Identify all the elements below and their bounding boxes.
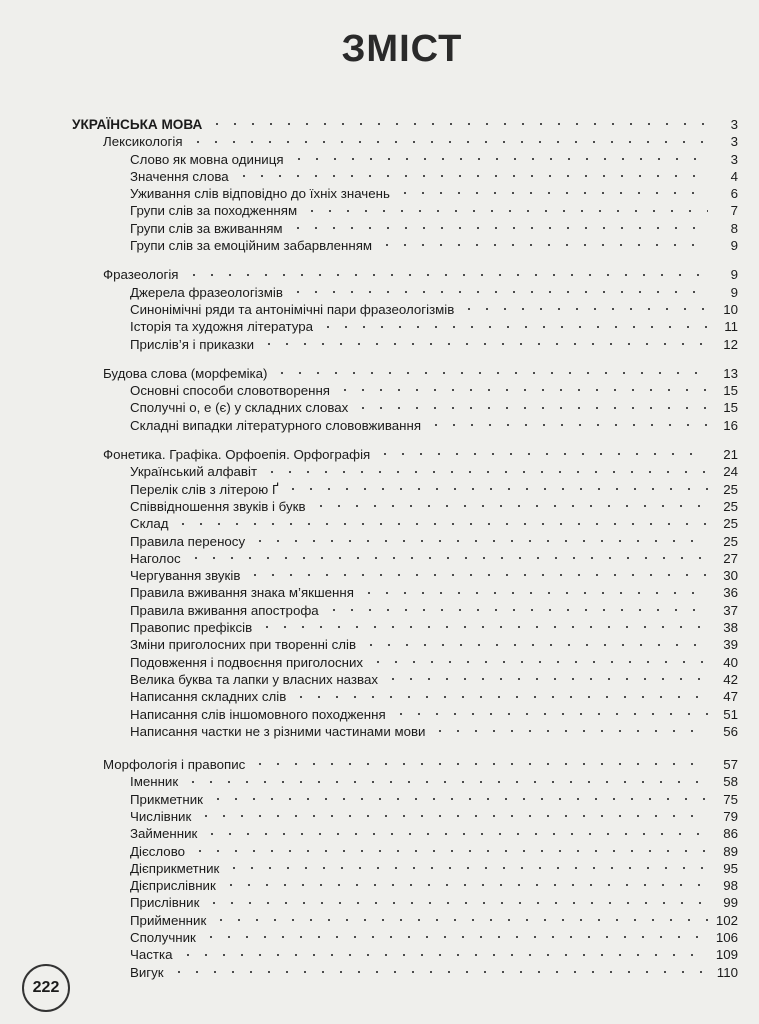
dot-leader bbox=[191, 846, 708, 856]
toc-entry bbox=[72, 336, 738, 353]
toc-entry bbox=[72, 808, 738, 825]
toc-entry bbox=[72, 382, 738, 399]
toc-entry-title: Прислів’я і приказки bbox=[130, 336, 255, 352]
toc-entry bbox=[72, 912, 738, 929]
toc-entry-title: Іменник bbox=[130, 774, 179, 790]
toc-entry-title: Частка bbox=[130, 947, 173, 963]
toc-entry-page: 40 bbox=[723, 654, 738, 670]
toc-entry-title: Правила переносу bbox=[130, 533, 246, 549]
dot-leader bbox=[208, 119, 708, 129]
toc-entry bbox=[72, 756, 738, 773]
toc-entry bbox=[72, 654, 738, 671]
toc-entry bbox=[72, 584, 738, 601]
toc-entry bbox=[72, 301, 738, 318]
toc-entry-title: УКРАЇНСЬКА МОВА bbox=[72, 117, 203, 132]
toc-entry bbox=[72, 220, 738, 237]
toc-entry-title: Дієприкметник bbox=[130, 860, 220, 876]
toc-entry bbox=[72, 791, 738, 808]
toc-entry bbox=[72, 723, 738, 740]
dot-leader bbox=[197, 811, 708, 821]
toc-entry-title: Вигук bbox=[130, 964, 164, 980]
toc-entry-title: Слово як мовна одиниця bbox=[130, 151, 284, 167]
toc-entry-page: 86 bbox=[723, 826, 738, 842]
toc-entry-page: 25 bbox=[723, 516, 738, 532]
toc-entry-page: 3 bbox=[730, 134, 738, 150]
dot-leader bbox=[187, 553, 708, 563]
toc-entry-title: Склад bbox=[130, 516, 169, 532]
toc-entry-title: Морфологія і правопис bbox=[103, 757, 246, 773]
toc-entry-page: 24 bbox=[723, 464, 738, 480]
toc-entry-title: Український алфавіт bbox=[130, 464, 258, 480]
toc-entry-title: Джерела фразеологізмів bbox=[130, 284, 283, 300]
toc-entry-page: 4 bbox=[730, 168, 738, 184]
toc-entry-title: Групи слів за походженням bbox=[130, 203, 298, 219]
toc-entry-title: Уживання слів відповідно до їхніх значень bbox=[130, 186, 390, 202]
dot-leader bbox=[378, 240, 708, 250]
toc-entry bbox=[72, 185, 738, 202]
toc-entry-page: 15 bbox=[723, 400, 738, 416]
toc-entry bbox=[72, 399, 738, 416]
dot-leader bbox=[258, 622, 708, 632]
toc-entry bbox=[72, 533, 738, 550]
toc-entry-page: 9 bbox=[730, 284, 738, 300]
toc-entry-page: 102 bbox=[715, 912, 738, 928]
toc-entry-page: 25 bbox=[723, 481, 738, 497]
dot-leader bbox=[174, 519, 708, 529]
page-number-badge: 222 bbox=[22, 964, 70, 1012]
toc-entry bbox=[72, 463, 738, 480]
toc-entry-title: Прислівник bbox=[130, 895, 200, 911]
toc-entry bbox=[72, 688, 738, 705]
toc-entry-page: 57 bbox=[723, 757, 738, 773]
dot-leader bbox=[212, 915, 708, 925]
toc-entry-title: Сполучні о, е (є) у складних словах bbox=[130, 400, 349, 416]
toc-entry-title: Правопис префіксів bbox=[130, 620, 253, 636]
dot-leader bbox=[184, 777, 708, 787]
dot-leader bbox=[396, 188, 708, 198]
toc-entry-title: Сполучник bbox=[130, 930, 196, 946]
toc-entry-page: 99 bbox=[723, 895, 738, 911]
dot-leader bbox=[427, 420, 708, 430]
toc-entry bbox=[72, 515, 738, 532]
toc-entry-title: Будова слова (морфеміка) bbox=[103, 365, 268, 381]
toc-entry bbox=[72, 237, 738, 254]
dot-leader bbox=[170, 967, 708, 977]
toc-entry bbox=[72, 116, 738, 133]
dot-leader bbox=[392, 709, 708, 719]
toc-entry-title: Числівник bbox=[130, 808, 192, 824]
toc-entry-page: 3 bbox=[730, 151, 738, 167]
table-of-contents bbox=[72, 116, 738, 981]
toc-entry bbox=[72, 860, 738, 877]
toc-entry-title: Лексикологія bbox=[103, 134, 183, 150]
toc-entry bbox=[72, 168, 738, 185]
dot-leader bbox=[246, 570, 708, 580]
toc-entry-title: Дієприслівник bbox=[130, 878, 216, 894]
toc-entry bbox=[72, 843, 738, 860]
toc-entry-page: 7 bbox=[730, 203, 738, 219]
toc-entry bbox=[72, 365, 738, 382]
toc-entry-page: 30 bbox=[723, 568, 738, 584]
dot-leader bbox=[431, 726, 708, 736]
dot-leader bbox=[263, 467, 708, 477]
toc-entry-title: Чергування звуків bbox=[130, 568, 241, 584]
dot-leader bbox=[362, 640, 708, 650]
dot-leader bbox=[202, 932, 708, 942]
toc-entry-title: Написання складних слів bbox=[130, 689, 287, 705]
toc-entry bbox=[72, 266, 738, 283]
toc-entry-title: Співвідношення звуків і букв bbox=[130, 498, 306, 514]
toc-entry bbox=[72, 550, 738, 567]
toc-entry-title: Групи слів за вживанням bbox=[130, 220, 283, 236]
toc-entry-title: Правила вживання знака м’якшення bbox=[130, 585, 354, 601]
toc-entry-page: 37 bbox=[723, 602, 738, 618]
toc-entry bbox=[72, 706, 738, 723]
toc-entry-page: 58 bbox=[723, 774, 738, 790]
dot-leader bbox=[289, 223, 708, 233]
toc-entry-title: Подовження і подвоєння приголосних bbox=[130, 654, 364, 670]
dot-leader bbox=[209, 794, 708, 804]
dot-leader bbox=[292, 692, 708, 702]
toc-entry bbox=[72, 894, 738, 911]
toc-entry bbox=[72, 619, 738, 636]
toc-entry-page: 51 bbox=[723, 706, 738, 722]
toc-entry-page: 13 bbox=[723, 365, 738, 381]
toc-entry-title: Зміни приголосних при творенні слів bbox=[130, 637, 357, 653]
toc-entry-page: 9 bbox=[730, 267, 738, 283]
toc-entry-page: 79 bbox=[723, 808, 738, 824]
toc-entry-page: 8 bbox=[730, 220, 738, 236]
dot-leader bbox=[325, 605, 708, 615]
toc-entry-title: Наголос bbox=[130, 550, 181, 566]
toc-entry bbox=[72, 481, 738, 498]
toc-entry-title: Перелік слів з літерою Ґ bbox=[130, 481, 279, 497]
toc-entry-title: Фразеологія bbox=[103, 267, 179, 283]
dot-leader bbox=[203, 829, 708, 839]
toc-entry-page: 10 bbox=[723, 301, 738, 317]
toc-entry bbox=[72, 825, 738, 842]
toc-entry bbox=[72, 417, 738, 434]
page-title: ЗМІСТ bbox=[341, 28, 463, 70]
toc-entry-title: Написання слів іншомовного походження bbox=[130, 706, 386, 722]
toc-entry-page: 15 bbox=[723, 383, 738, 399]
toc-entry bbox=[72, 284, 738, 301]
dot-leader bbox=[354, 403, 708, 413]
dot-leader bbox=[360, 588, 708, 598]
dot-leader bbox=[273, 368, 708, 378]
toc-entry-page: 47 bbox=[723, 689, 738, 705]
dot-leader bbox=[312, 501, 708, 511]
toc-entry-page: 6 bbox=[730, 186, 738, 202]
toc-entry bbox=[72, 133, 738, 150]
toc-entry-page: 56 bbox=[723, 723, 738, 739]
toc-entry-title: Прикметник bbox=[130, 791, 203, 807]
toc-entry-page: 75 bbox=[723, 791, 738, 807]
toc-entry-title: Синонімічні ряди та антонімічні пари фразеологізмів bbox=[130, 301, 455, 317]
dot-leader bbox=[336, 385, 708, 395]
toc-entry bbox=[72, 636, 738, 653]
toc-entry-page: 42 bbox=[723, 671, 738, 687]
toc-entry bbox=[72, 151, 738, 168]
toc-entry-page: 27 bbox=[723, 550, 738, 566]
toc-entry-page: 16 bbox=[723, 417, 738, 433]
dot-leader bbox=[251, 536, 708, 546]
dot-leader bbox=[222, 880, 708, 890]
toc-entry-title: Групи слів за емоційним забарвленням bbox=[130, 238, 373, 254]
toc-entry-title: Історія та художня література bbox=[130, 319, 314, 335]
dot-leader bbox=[376, 449, 708, 459]
toc-entry bbox=[72, 929, 738, 946]
toc-entry bbox=[72, 567, 738, 584]
toc-entry-page: 3 bbox=[730, 117, 738, 132]
toc-entry-title: Правила вживання апострофа bbox=[130, 602, 319, 618]
toc-entry bbox=[72, 946, 738, 963]
dot-leader bbox=[460, 304, 708, 314]
toc-entry-title: Займенник bbox=[130, 826, 198, 842]
dot-leader bbox=[369, 657, 708, 667]
toc-entry-page: 109 bbox=[715, 947, 738, 963]
toc-entry-page: 12 bbox=[723, 336, 738, 352]
dot-leader bbox=[205, 898, 708, 908]
toc-entry bbox=[72, 671, 738, 688]
toc-entry bbox=[72, 877, 738, 894]
toc-entry-title: Прийменник bbox=[130, 912, 207, 928]
dot-leader bbox=[384, 674, 708, 684]
toc-entry-page: 106 bbox=[715, 930, 738, 946]
dot-leader bbox=[225, 863, 708, 873]
toc-entry bbox=[72, 318, 738, 335]
toc-entry-page: 21 bbox=[723, 447, 738, 463]
toc-entry-title: Дієслово bbox=[130, 843, 186, 859]
toc-entry bbox=[72, 498, 738, 515]
dot-leader bbox=[235, 171, 708, 181]
toc-entry-title: Складні випадки літературного слововживання bbox=[130, 417, 422, 433]
dot-leader bbox=[284, 484, 708, 494]
toc-entry bbox=[72, 446, 738, 463]
dot-leader bbox=[251, 759, 708, 769]
toc-entry-page: 98 bbox=[723, 878, 738, 894]
toc-entry-page: 39 bbox=[723, 637, 738, 653]
toc-entry-title: Написання частки не з різними частинами мови bbox=[130, 723, 426, 739]
toc-entry bbox=[72, 773, 738, 790]
toc-entry-title: Значення слова bbox=[130, 168, 229, 184]
toc-entry-title: Основні способи словотворення bbox=[130, 383, 331, 399]
toc-entry-page: 89 bbox=[723, 843, 738, 859]
toc-entry-page: 36 bbox=[723, 585, 738, 601]
toc-entry-page: 38 bbox=[723, 620, 738, 636]
dot-leader bbox=[189, 137, 708, 147]
toc-entry-title: Велика буква та лапки у власних назвах bbox=[130, 671, 378, 687]
toc-entry-page: 9 bbox=[730, 238, 738, 254]
dot-leader bbox=[319, 322, 708, 332]
toc-entry-page: 25 bbox=[723, 533, 738, 549]
dot-leader bbox=[185, 270, 708, 280]
toc-entry-title: Фонетика. Графіка. Орфоепія. Орфографія bbox=[103, 447, 371, 463]
toc-entry bbox=[72, 602, 738, 619]
dot-leader bbox=[260, 339, 708, 349]
toc-entry-page: 110 bbox=[716, 964, 738, 980]
toc-entry-page: 11 bbox=[724, 319, 738, 335]
dot-leader bbox=[179, 950, 708, 960]
toc-entry bbox=[72, 964, 738, 981]
dot-leader bbox=[289, 287, 708, 297]
toc-entry-page: 95 bbox=[723, 860, 738, 876]
dot-leader bbox=[290, 154, 708, 164]
dot-leader bbox=[303, 206, 708, 216]
toc-entry bbox=[72, 202, 738, 219]
toc-entry-page: 25 bbox=[723, 498, 738, 514]
